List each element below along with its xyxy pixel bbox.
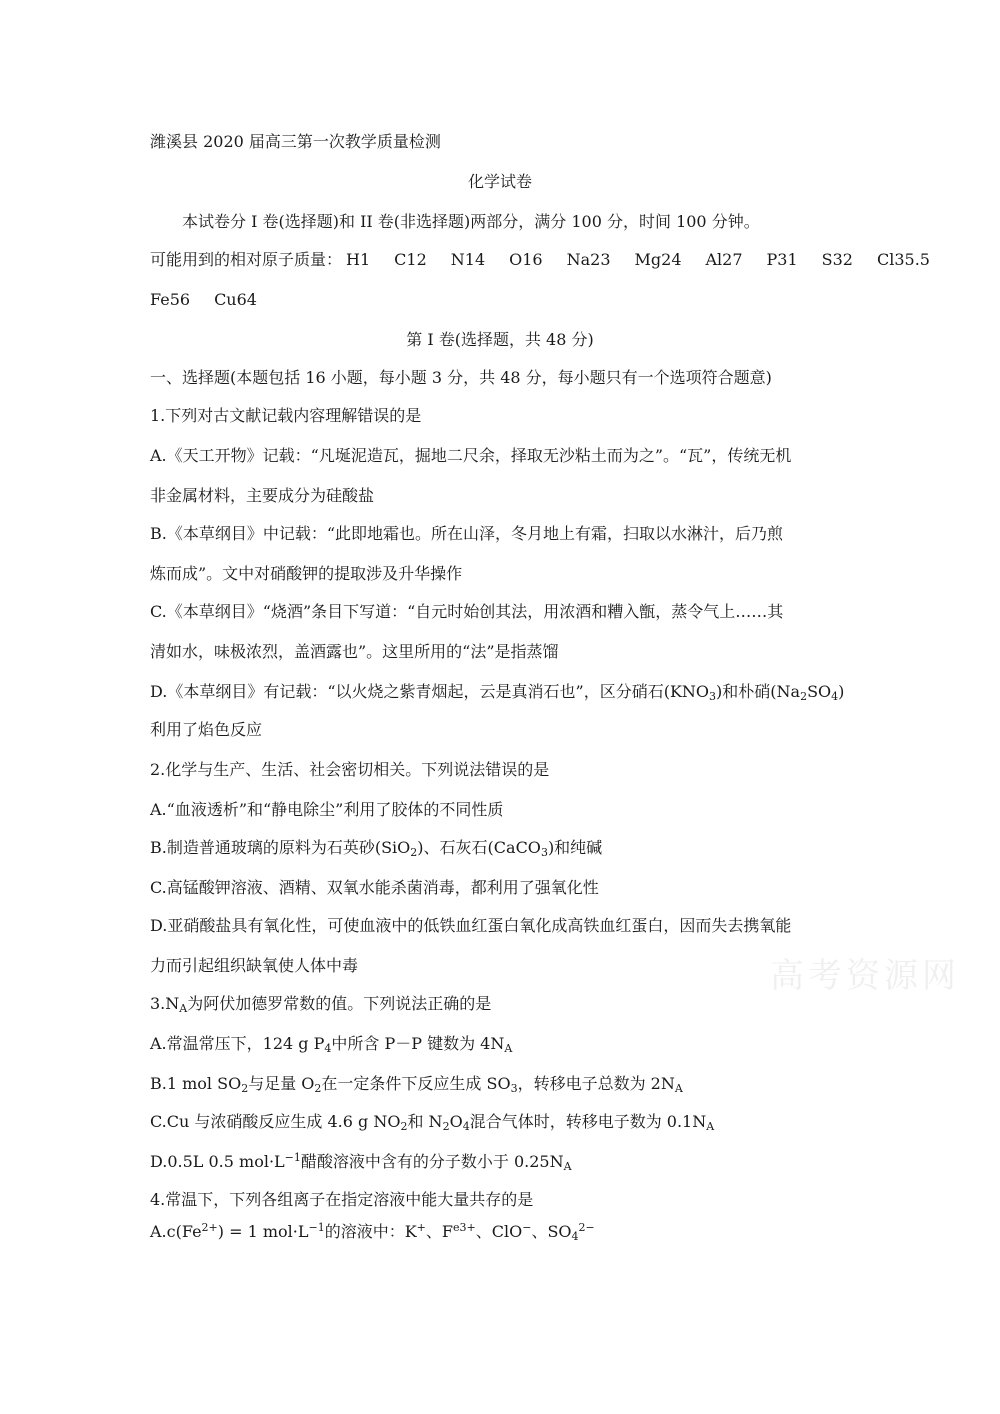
text-run: D.0.5L 0.5 mol·L	[150, 1152, 285, 1171]
element-mass: P31	[766, 250, 798, 269]
superscript: −	[522, 1221, 532, 1234]
subscript: A	[563, 1160, 572, 1173]
question-1-option-a: A.《天工开物》记载：“凡埏泥造瓦，掘地二尺余，择取无沙粘土而为之”。“瓦”，传统无机	[150, 446, 792, 465]
exam-header: 潍溪县 2020 届高三第一次教学质量检测	[150, 132, 441, 151]
subscript: 4	[571, 1230, 579, 1243]
text-run: ，转移电子总数为 2N	[517, 1074, 675, 1093]
text-run: 、ClO	[475, 1222, 523, 1241]
question-2-option-a: A.“血液透析”和“静电除尘”利用了胶体的不同性质	[150, 800, 504, 819]
text-run: 在一定条件下反应生成 SO	[321, 1074, 511, 1093]
exam-intro: 本试卷分 I 卷(选择题)和 II 卷(非选择题)两部分，满分 100 分，时间 100 分钟。	[182, 212, 760, 231]
question-1-option-a-cont: 非金属材料，主要成分为硅酸盐	[150, 486, 375, 505]
text-run: 中所含 P－P 键数为 4N	[331, 1034, 505, 1053]
subscript: A	[179, 1002, 188, 1015]
subscript: 2	[800, 690, 808, 703]
superscript: 2+	[201, 1221, 218, 1234]
question-1-option-c-cont: 清如水，味极浓烈，盖酒露也”。这里所用的“法”是指蒸馏	[150, 642, 559, 661]
question-1-option-b: B.《本草纲目》中记载：“此即地霜也。所在山泽，冬月地上有霜，扫取以水淋汁，后乃煎	[150, 524, 784, 543]
element-mass: Fe56	[150, 290, 191, 309]
subscript: 4	[324, 1042, 332, 1055]
superscript: e3+	[453, 1221, 476, 1234]
subscript: A	[504, 1042, 513, 1055]
text-run: ) = 1 mol·L	[217, 1222, 309, 1241]
part-heading: 一、选择题(本题包括 16 小题，每小题 3 分，共 48 分，每小题只有一个选项符合题意)	[150, 368, 772, 387]
subscript: 3	[510, 1082, 518, 1095]
question-4-stem: 4.常温下，下列各组离子在指定溶液中能大量共存的是	[150, 1190, 534, 1209]
text-run: )和朴硝(Na	[716, 682, 801, 701]
text-run: B.制造普通玻璃的原料为石英砂(SiO	[150, 838, 411, 857]
question-3-option-c	[150, 1111, 714, 1133]
text-run: SO	[807, 682, 832, 701]
question-3-option-b	[150, 1073, 683, 1095]
question-1-option-d	[150, 681, 844, 703]
subscript: 2	[410, 846, 418, 859]
element-mass: O16	[509, 250, 543, 269]
text-run: )、石灰石(CaCO	[417, 838, 541, 857]
question-2-option-d-cont: 力而引起组织缺氧使人体中毒	[150, 956, 359, 975]
subscript: 4	[462, 1120, 470, 1133]
text-run: 和 N	[407, 1112, 443, 1131]
superscript: 2−	[578, 1221, 595, 1234]
subscript: 2	[241, 1082, 249, 1095]
section-title: 第 I 卷(选择题，共 48 分)	[406, 330, 594, 349]
superscript: +	[416, 1221, 426, 1234]
text-run: 混合气体时，转移电子数为 0.1N	[469, 1112, 707, 1131]
element-mass: Cu64	[214, 290, 257, 309]
text-run: 3.N	[150, 994, 180, 1013]
subscript: 2	[400, 1120, 408, 1133]
subscript: 3	[540, 846, 548, 859]
text-run: C.Cu 与浓硝酸反应生成 4.6 g NO	[150, 1112, 401, 1131]
question-2-option-d: D.亚硝酸盐具有氧化性，可使血液中的低铁血红蛋白氧化成高铁血红蛋白，因而失去携氧能	[150, 916, 792, 935]
question-1-option-b-cont: 炼而成”。文中对硝酸钾的提取涉及升华操作	[150, 564, 463, 583]
watermark: 高考资源网	[770, 956, 960, 996]
subscript: 4	[831, 690, 839, 703]
text-run: A.常温常压下，124 g P	[150, 1034, 325, 1053]
element-mass: Al27	[705, 250, 743, 269]
subscript: A	[706, 1120, 715, 1133]
question-2-stem: 2.化学与生产、生活、社会密切相关。下列说法错误的是	[150, 760, 550, 779]
subscript: 2	[442, 1120, 450, 1133]
question-3-option-a	[150, 1033, 512, 1055]
subscript: A	[674, 1082, 683, 1095]
element-mass: Mg24	[634, 250, 682, 269]
element-mass: N14	[450, 250, 486, 269]
text-run: 的溶液中：K	[324, 1222, 417, 1241]
question-3-option-d	[150, 1151, 572, 1173]
question-3-stem	[150, 993, 491, 1015]
atomic-mass-label: 可能用到的相对原子质量：	[150, 250, 343, 269]
question-1-stem: 1.下列对古文献记载内容理解错误的是	[150, 406, 422, 425]
subscript: 3	[709, 690, 717, 703]
question-1-option-d-cont: 利用了焰色反应	[150, 720, 263, 739]
text-run: )	[838, 682, 845, 701]
text-run: D.《本草纲目》有记载：“以火烧之紫青烟起，云是真消石也”，区分硝石(KNO	[150, 682, 710, 701]
question-4-option-a	[150, 1221, 595, 1243]
question-2-option-b	[150, 837, 602, 859]
text-run: A.c(Fe	[150, 1222, 202, 1241]
text-run: 醋酸溶液中含有的分子数小于 0.25N	[300, 1152, 564, 1171]
element-mass: Cl35.5	[876, 250, 930, 269]
superscript: −1	[308, 1221, 325, 1234]
element-mass: H1	[346, 250, 371, 269]
subscript: 2	[314, 1082, 322, 1095]
question-1-option-c: C.《本草纲目》“烧酒”条目下写道：“自元时始创其法，用浓酒和糟入甑，蒸令气上……其	[150, 602, 784, 621]
text-run: B.1 mol SO	[150, 1074, 242, 1093]
text-run: 与足量 O	[248, 1074, 315, 1093]
element-mass: Na23	[566, 250, 611, 269]
superscript: −1	[284, 1151, 301, 1164]
exam-title: 化学试卷	[467, 172, 532, 191]
text-run: 、SO	[531, 1222, 572, 1241]
question-2-option-c: C.高锰酸钾溶液、酒精、双氧水能杀菌消毒，都利用了强氧化性	[150, 878, 599, 897]
text-run: O	[449, 1112, 463, 1131]
text-run: )和纯碱	[547, 838, 603, 857]
atomic-mass-line-2	[150, 289, 281, 311]
text-run: 、F	[425, 1222, 453, 1241]
element-mass: C12	[394, 250, 427, 269]
atomic-mass-line-1	[150, 249, 930, 271]
text-run: 为阿伏加德罗常数的值。下列说法正确的是	[187, 994, 492, 1013]
element-mass: S32	[821, 250, 853, 269]
